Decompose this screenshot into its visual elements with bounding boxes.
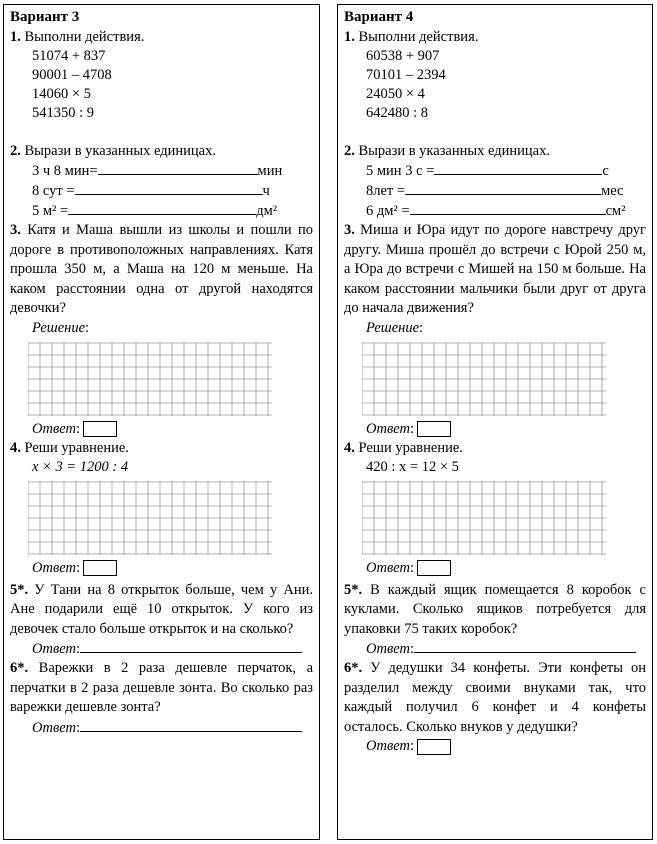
conversion-row: 6 дм² = см² xyxy=(366,203,626,219)
task-text: Выполни действия. xyxy=(358,29,479,45)
answer-box[interactable] xyxy=(83,560,117,576)
task-5: 5*. В каждый ящик помещается 8 коробок с куклами. Сколько ящиков потребуется для упаковки 75 таких коробок? Ответ: xyxy=(344,581,646,657)
task-text: Миша и Юра идут по дороге навстречу друг другу. Миша прошёл до встречи с Юрой 250 м, а Юра до встречи с Мишей на 150 м больше. На каком расстоянии мальчики были друг от друга до начала движения? xyxy=(344,222,646,316)
task-text: Катя и Маша вышли из школы и пошли по дороге в противоположных направлениях. Катя прошла 350 м, а Маша на 120 м меньше. На каком расстоянии одна от другой находятся девочки? xyxy=(10,222,314,316)
answer-blank[interactable] xyxy=(75,181,263,195)
equation: x × 3 = 1200 : 4 xyxy=(32,458,129,475)
task-1: 1. Выполни действия. 51074 + 837 90001 – 4708 14060 × 5 541350 : 9 xyxy=(10,28,313,123)
operation: 541350 : 9 xyxy=(32,105,95,121)
operation: 51074 + 837 xyxy=(32,48,106,64)
conversion-row: 3 ч 8 мин= мин xyxy=(32,163,283,179)
variant-title: Вариант 3 xyxy=(10,9,80,25)
solution-grid[interactable] xyxy=(28,342,272,416)
task-4: 4. Реши уравнение. x × 3 = 1200 : 4 Ответ: xyxy=(10,439,313,578)
task-text: Реши уравнение. xyxy=(358,439,463,456)
conversion-row: 5 м² = дм² xyxy=(32,203,278,219)
task-5: 5*. У Тани на 8 открыток больше, чем у Ани. Ане подарили ещё 10 открыток. У кого из девочек стало больше открыток и на сколько? Ответ: xyxy=(10,581,313,657)
solution-label: Решение xyxy=(32,319,86,336)
operation: 90001 – 4708 xyxy=(32,67,112,83)
task-text: Реши уравнение. xyxy=(24,439,129,456)
answer-blank[interactable] xyxy=(68,201,256,215)
answer-label: Ответ xyxy=(32,641,76,657)
answer-label: Ответ xyxy=(32,719,76,736)
task-text: В каждый ящик помещается 8 коробок с куклами. Сколько ящиков потребуется для упаковки 75 таких коробок? xyxy=(344,581,646,637)
answer-label: Ответ xyxy=(32,559,76,576)
task-text: У Тани на 8 открыток больше, чем у Ани. Ане подарили ещё 10 открыток. У кого из девочек стало больше открыток и на сколько? xyxy=(10,581,313,637)
task-text: Вырази в указанных единицах. xyxy=(24,143,216,159)
answer-box[interactable] xyxy=(83,421,117,437)
operation: 14060 × 5 xyxy=(32,86,91,102)
answer-box[interactable] xyxy=(417,421,451,437)
variant-3-card xyxy=(3,4,320,840)
task-text: Выполни действия. xyxy=(24,29,145,45)
answer-label: Ответ xyxy=(366,738,410,754)
task-2: 2. Вырази в указанных единицах. 3 ч 8 мин= мин 8 сут = ч 5 м² = дм² xyxy=(10,142,313,221)
task-3: 3. Миша и Юра идут по дороге навстречу друг другу. Миша прошёл до встречи с Юрой 250 м, а Юра до встречи с Мишей на 150 м больше. На каком расстоянии мальчики были друг от друга до начала движения? Решение: Ответ: xyxy=(344,222,646,437)
answer-label: Ответ xyxy=(32,420,76,437)
task-1: 1. Выполни действия. 60538 + 907 70101 – 2394 24050 × 4 642480 : 8 xyxy=(344,28,646,123)
answer-blank[interactable] xyxy=(405,181,601,195)
operation: 642480 : 8 xyxy=(366,105,429,121)
solution-grid[interactable] xyxy=(28,481,272,555)
task-6: 6*. У дедушки 34 конфеты. Эти конфеты он разделил между своими внуками так, что каждый получил 6 конфет и 4 конфеты осталось. Сколько внуков у дедушки? Ответ: xyxy=(344,660,647,754)
task-2: 2. Вырази в указанных единицах. 5 мин 3 с = с 8лет = мес 6 дм² = см² xyxy=(344,142,646,221)
answer-label: Ответ xyxy=(366,559,410,576)
conversion-row: 8 сут = ч xyxy=(32,183,270,199)
operation: 70101 – 2394 xyxy=(366,67,446,83)
task-4: 4. Реши уравнение. 420 : x = 12 × 5 Ответ: xyxy=(344,439,646,578)
solution-grid[interactable] xyxy=(362,342,606,416)
answer-blank[interactable] xyxy=(410,201,606,215)
task-text: У дедушки 34 конфеты. Эти конфеты он разделил между своими внуками так, что каждый получил 6 конфет и 4 конфеты осталось. Сколько внуков у дедушки? xyxy=(344,660,647,735)
variant-title: Вариант 4 xyxy=(344,9,414,25)
answer-label: Ответ xyxy=(366,420,410,437)
operation: 24050 × 4 xyxy=(366,86,425,102)
conversion-row: 5 мин 3 с = с xyxy=(366,163,609,179)
equation: 420 : x = 12 × 5 xyxy=(366,458,459,475)
answer-blank[interactable] xyxy=(98,161,258,175)
variant-4-card xyxy=(337,4,653,840)
task-text: Вырази в указанных единицах. xyxy=(358,143,550,159)
task-3: 3. Катя и Маша вышли из школы и пошли по дороге в противоположных направлениях. Катя прошла 350 м, а Маша на 120 м меньше. На каком расстоянии одна от другой находятся девочки? Решение: Ответ: xyxy=(10,222,314,437)
task-6: 6*. Варежки в 2 раза дешевле перчаток, а перчатки в 2 раза дешевле зонта. Во сколько раз варежки дешевле зонта? Ответ: xyxy=(10,660,314,736)
solution-grid[interactable] xyxy=(362,481,606,555)
answer-line[interactable] xyxy=(414,639,636,653)
answer-label: Ответ xyxy=(366,641,410,657)
task-text: Варежки в 2 раза дешевле перчаток, а перчатки в 2 раза дешевле зонта. Во сколько раз варежки дешевле зонта? xyxy=(10,660,314,715)
answer-line[interactable] xyxy=(80,718,302,732)
operation: 60538 + 907 xyxy=(366,48,440,64)
answer-box[interactable] xyxy=(417,560,451,576)
answer-line[interactable] xyxy=(80,639,302,653)
answer-blank[interactable] xyxy=(434,161,602,175)
answer-box[interactable] xyxy=(417,739,451,755)
conversion-row: 8лет = мес xyxy=(366,183,624,199)
solution-label: Решение xyxy=(366,319,420,336)
